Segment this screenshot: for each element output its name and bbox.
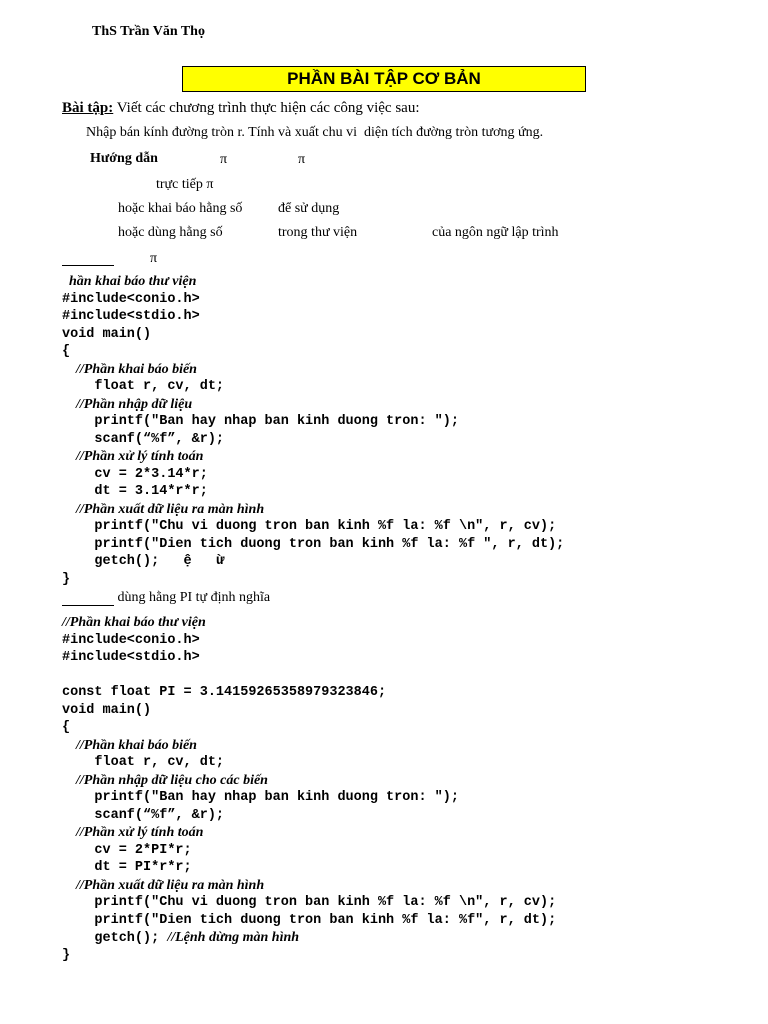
code-line: #include<conio.h> [62, 291, 200, 307]
code-line: printf("Chu vi duong tron ban kinh %f la: %f \n", r, cv); [62, 895, 557, 910]
code-line: dt = PI*r*r; [62, 860, 192, 875]
code-line: printf("Ban hay nhap ban kinh duong tron: "); [62, 414, 459, 429]
code-line: float r, cv, dt; [62, 379, 225, 394]
guide-option-2b: trong thư viện [278, 225, 358, 240]
code-comment: //Phần khai báo thư viện [62, 615, 206, 630]
section2-heading: dùng hằng PI tự định nghĩa [114, 590, 271, 605]
code-comment: //Phần khai báo biến [62, 737, 197, 753]
code-block-2 [62, 614, 556, 964]
guide-option-2a: hoặc dùng hằng số [118, 225, 223, 240]
guide-pi-2: π [298, 152, 306, 167]
code-line: scanf(“%f”, &r); [62, 431, 225, 447]
code-line: cv = 2*PI*r; [62, 842, 192, 858]
code-comment: //Phần khai báo biến [62, 361, 197, 377]
code-line: void main() [62, 326, 152, 342]
code-block-1 [62, 273, 564, 588]
exercise-label: Bài tập: [62, 100, 114, 116]
code-comment: //Phần xử lý tính toán [62, 825, 204, 840]
code-comment: hần khai báo thư viện [62, 274, 197, 289]
code-comment: //Phần xuất dữ liệu ra màn hình [62, 877, 265, 893]
guide-direct: trực tiếp π [156, 177, 214, 192]
page-title: PHẦN BÀI TẬP CƠ BẢN [182, 66, 586, 92]
code-line: printf("Dien tich duong tron ban kinh %f la: %f ", r, dt); [62, 536, 565, 552]
code-line: const float PI = 3.14159265358979323846; [62, 685, 387, 700]
guide-option-1a: hoặc khai báo hằng số [118, 201, 243, 216]
code-line: #include<stdio.h> [62, 309, 200, 324]
author-header: ThS Trần Văn Thọ [92, 24, 205, 39]
code-line: cv = 2*3.14*r; [62, 466, 208, 482]
code-text: getch(); [62, 931, 168, 946]
code-line: printf("Ban hay nhap ban kinh duong tron: "); [62, 790, 459, 805]
code-line: getch(); ệ ừ [62, 554, 225, 569]
guide-option-1b: để sử dụng [278, 201, 340, 216]
code-line [62, 667, 556, 685]
section1-pi: π [150, 251, 158, 266]
exercise-text: Viết các chương trình thực hiện các công việc sau: [113, 100, 420, 116]
code-comment: //Phần nhập dữ liệu cho các biến [62, 772, 268, 788]
section2-blank [62, 605, 114, 606]
code-line: float r, cv, dt; [62, 755, 225, 770]
code-line: dt = 3.14*r*r; [62, 484, 208, 499]
code-line [62, 929, 556, 947]
guide-pi-1: π [220, 152, 228, 167]
exercise-line [62, 100, 420, 117]
code-line: { [62, 720, 71, 735]
code-line: scanf(“%f”, &r); [62, 807, 225, 823]
code-comment: //Lệnh dừng màn hình [167, 930, 300, 945]
code-comment: //Phần xuất dữ liệu ra màn hình [62, 501, 265, 517]
code-comment: //Phần nhập dữ liệu [62, 396, 193, 412]
guide-label: Hướng dẫn [90, 151, 158, 166]
section1-blank [62, 265, 114, 266]
code-line: #include<conio.h> [62, 632, 200, 648]
code-line: } [62, 571, 71, 587]
code-line: } [62, 947, 71, 963]
code-line: { [62, 344, 71, 359]
exercise-task: Nhập bán kính đường tròn r. Tính và xuất chu vi diện tích đường tròn tương ứng. [86, 125, 544, 140]
code-line: #include<stdio.h> [62, 650, 200, 665]
code-line: printf("Dien tich duong tron ban kinh %f la: %f", r, dt); [62, 912, 557, 928]
guide-option-2c: của ngôn ngữ lập trình [432, 225, 559, 240]
code-line: void main() [62, 702, 152, 718]
code-comment: //Phần xử lý tính toán [62, 449, 204, 464]
code-line: printf("Chu vi duong tron ban kinh %f la: %f \n", r, cv); [62, 519, 557, 534]
